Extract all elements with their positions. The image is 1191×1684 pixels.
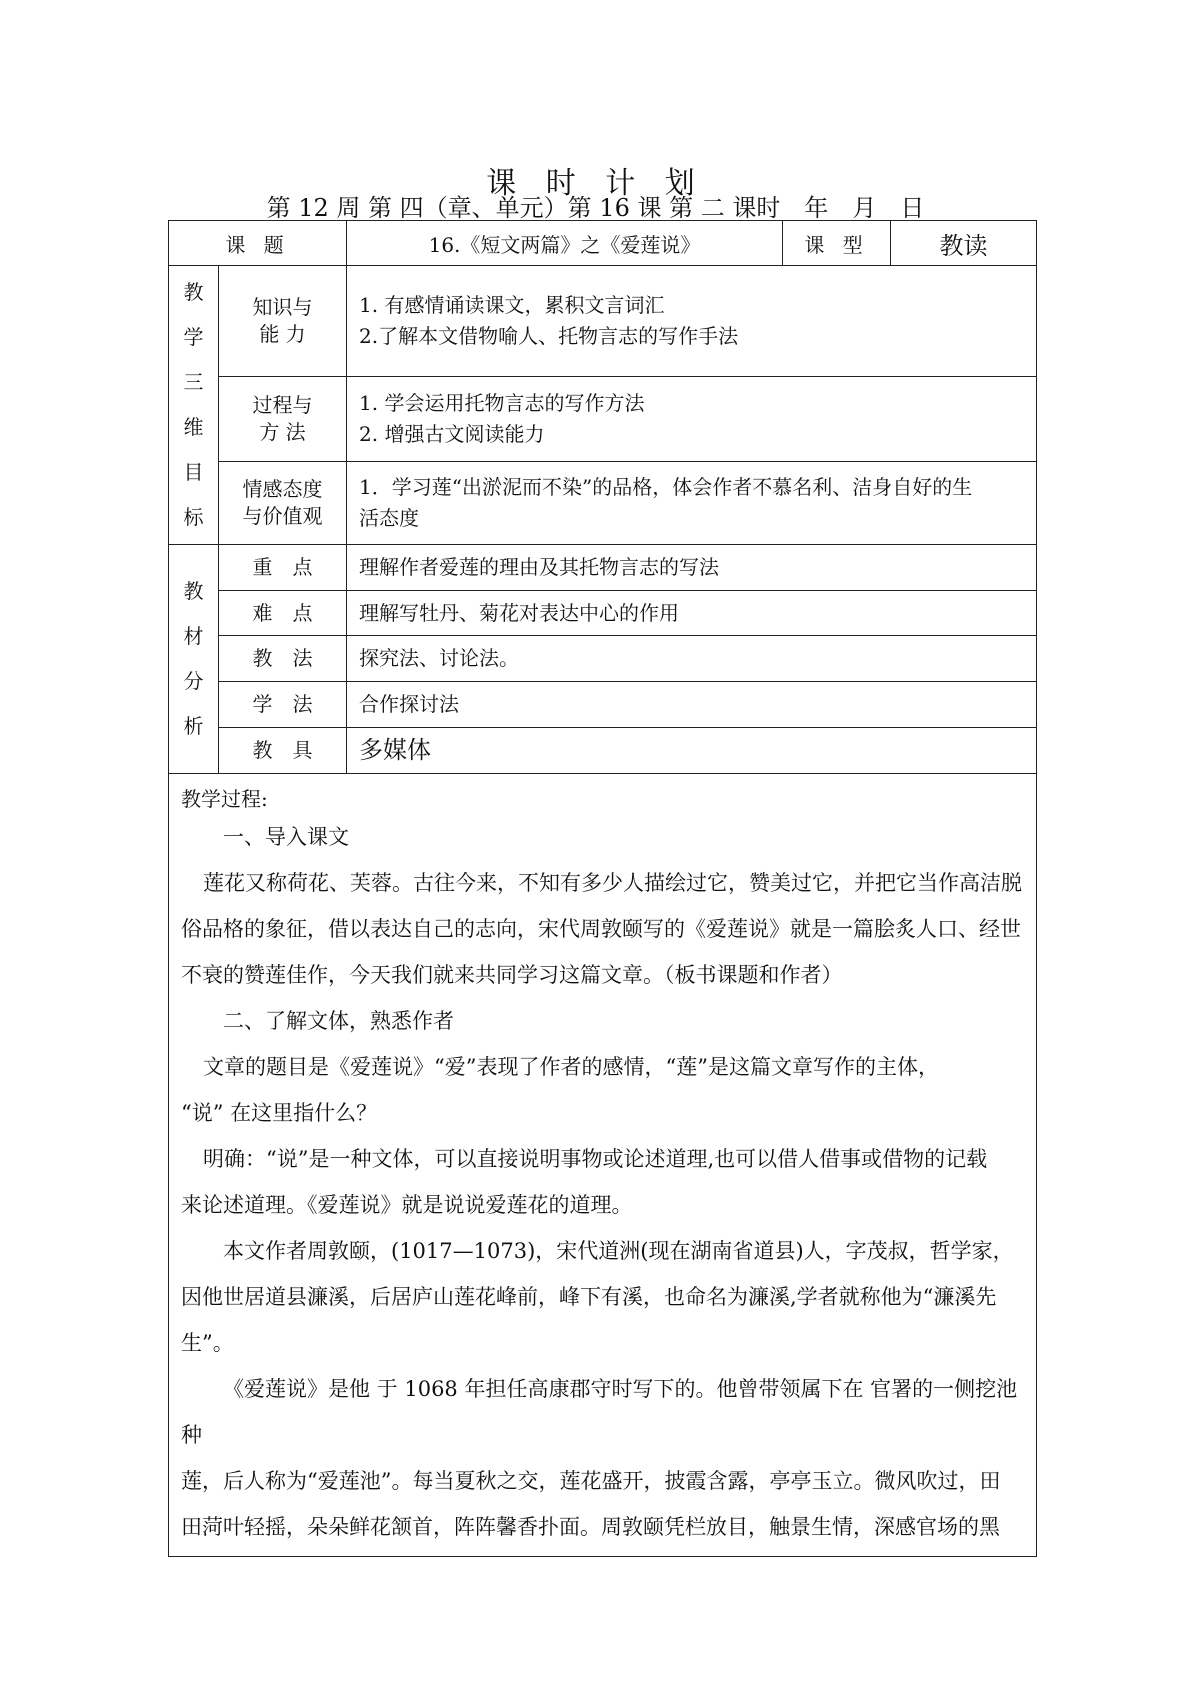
process-line: 莲花又称荷花、芙蓉。古往今来，不知有多少人描绘过它，赞美过它，并把它当作高洁脱 [203,871,1022,895]
analysis-value: 理解写牡丹、菊花对表达中心的作用 [347,591,1037,636]
teaching-process-row [169,774,1037,1557]
analysis-value: 理解作者爱莲的理由及其托物言志的写法 [347,545,1037,591]
process-line: 来论述道理。《爱莲说》就是说说爱莲花的道理。 [181,1193,633,1217]
page-subtitle: 第 12 周 第 四（章、单元）第 16 课 第 二 课时 年 月 日 [266,194,925,222]
process-line: 因他世居道县濂溪，后居庐山莲花峰前，峰下有溪，也命名为濂溪,学者就称他为“濂溪先 [181,1285,997,1309]
goal-emotion-row [169,462,1037,545]
process-label: 过程与 方 法 [219,377,347,462]
analysis-label: 教 具 [219,728,347,774]
process-line: 俗品格的象征，借以表达自己的志向，宋代周敦颐写的《爱莲说》就是一篇脍炙人口、经世 [181,917,1021,941]
process-line: 生”。 [181,1331,234,1355]
analysis-row [169,728,1037,774]
process-line: 《爱莲说》是他 于 1068 年担任高康郡守时写下的。他曾带领属下在 官署的一侧挖池种 [181,1377,1018,1447]
analysis-label: 学 法 [219,682,347,728]
lesson-plan-table [168,220,1037,1557]
analysis-label: 教 法 [219,636,347,682]
process-line: 一、导入课文 [223,825,349,849]
process-line: 田菏叶轻摇，朵朵鲜花颔首，阵阵馨香扑面。周敦颐凭栏放目，触景生情，深感官场的黑 [181,1515,1000,1539]
knowledge-value: 1. 有感情诵读课文，累积文言词汇 2.了解本文借物喻人、托物言志的写作手法 [347,266,1037,377]
type-value: 教读 [891,221,1037,266]
emotion-label: 情感态度 与价值观 [219,462,347,545]
goals-group-label: 教 学 三 维 目 标 [169,266,219,545]
process-line: 莲，后人称为“爱莲池”。每当夏秋之交，莲花盛开，披霞含露，亭亭玉立。微风吹过，田 [181,1469,1001,1493]
topic-value: 16.《短文两篇》之《爱莲说》 [347,221,783,266]
process-value: 1. 学会运用托物言志的写作方法 2. 增强古文阅读能力 [347,377,1037,462]
topic-label: 课 题 [169,221,347,266]
type-label: 课 型 [783,221,891,266]
process-line: 本文作者周敦颐，(1017—1073)，宋代道洲(现在湖南省道县)人，字茂叔，哲学家， [223,1239,1014,1263]
process-line: 明确：“说”是一种文体，可以直接说明事物或论述道理,也可以借人借事或借物的记载 [203,1147,988,1171]
process-line: 二、了解文体，熟悉作者 [223,1009,454,1033]
analysis-value: 多媒体 [347,728,1037,774]
analysis-row [169,682,1037,728]
knowledge-label: 知识与 能 力 [219,266,347,377]
page-title: 课 时 计 划 [486,166,705,201]
process-line: 文章的题目是《爱莲说》“爱”表现了作者的感情，“莲”是这篇文章写作的主体， [203,1055,939,1079]
analysis-label: 重 点 [219,545,347,591]
analysis-row [169,545,1037,591]
analysis-value: 探究法、讨论法。 [347,636,1037,682]
goal-process-row [169,377,1037,462]
analysis-value: 合作探讨法 [347,682,1037,728]
process-line: 不衰的赞莲佳作，今天我们就来共同学习这篇文章。（板书课题和作者） [181,963,843,987]
emotion-value: 1．学习莲“出淤泥而不染”的品格，体会作者不慕名利、洁身自好的生 活态度 [347,462,1037,545]
analysis-label: 难 点 [219,591,347,636]
analysis-row [169,636,1037,682]
process-line: “说” 在这里指什么？ [181,1101,378,1125]
process-heading: 教学过程: [181,787,268,811]
goal-knowledge-row [169,266,1037,377]
teaching-process [169,774,1037,1557]
analysis-group-label: 教 材 分 析 [169,545,219,774]
analysis-row [169,591,1037,636]
topic-row [169,221,1037,266]
